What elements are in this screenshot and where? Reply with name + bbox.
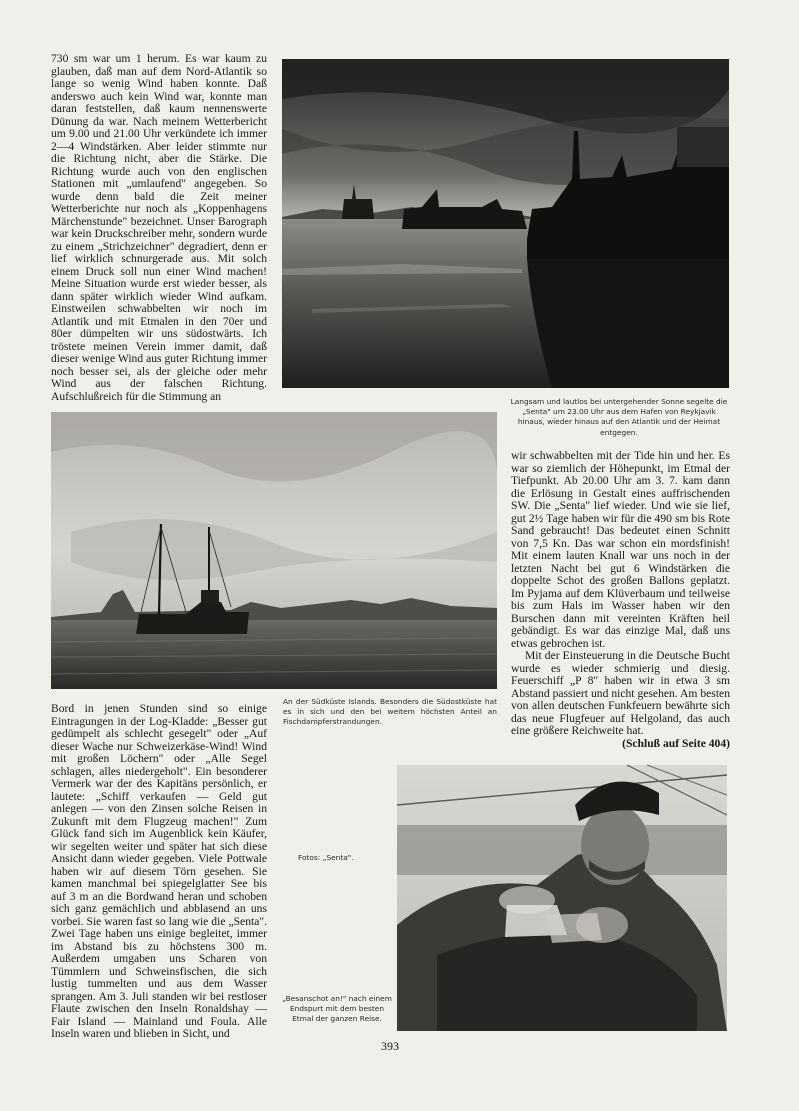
article-paragraph: wir schwabbelten mit der Tide hin und her. Es war so ziemlich der Höhepunkt, im Etmal der Tiefpunkt. Ab 20.00 Uhr am 3. 7. kam dann die Erlösung in Gestalt eines auffrischenden SW. Die „Senta" lief wieder. Und wie sie lief, gut 2½ Tage haben wir für die 490 sm bis Rote Sand gebraucht! Das bedeutet einen Schnitt von 7,5 Kn. Das war schon ein mordsfinish! Mit einem lauten Knall war uns noch in der letzten Nacht bei gut 6 Windstärken die doppelte Schot des großen Ballons geplatzt. Im Pyjama auf dem Klüverbaum und teilweise bis zum Hals im Wasser haben wir den Burschen dann mit vereinten Kräften heil gebändigt. Es war das einzige Mal, daß uns etwas gebrochen ist. (511, 449, 730, 650)
photo-credit: Fotos: „Senta". (298, 853, 354, 862)
coast-photo-image (51, 412, 497, 689)
photo-sailor-bottle (397, 765, 727, 1031)
article-column-right-mid (511, 450, 730, 750)
photo-harbor-sunset (282, 59, 729, 388)
continuation-note: (Schluß auf Seite 404) (622, 736, 730, 750)
caption-sailor: „Besanschot an!" nach einem Endspurt mit dem besten Etmal der ganzen Reise. (282, 994, 392, 1024)
caption-harbor: Langsam und lautlos bei untergehender Sonne segelte die „Senta" um 23.00 Uhr aus dem Hafen von Reykjavik hinaus, wieder hinaus auf den Atlantik und der Heimat entgegen. (510, 397, 728, 437)
article-paragraph: 730 sm war um 1 herum. Es war kaum zu glauben, daß man auf dem Nord-Atlantik so lange so wenig Wind haben konnte. Daß anderswo auch kein Wind war, konnte man daran feststellen, daß kaum nennenswerte Dünung da war. Nach meinem Wetterbericht um 9.00 und 21.00 Uhr verkündete ich immer 2—4 Windstärken. Aber leider stimmte nur die Richtung nicht, aber die Stärke. Die Richtung wurde auch von den englischen Stationen mit „umlaufend" angegeben. So wurde denn bald die Zeit meiner Wetterberichte nur noch als „Koppenhagens Märchenstunde" bezeichnet. Unser Barograph war kein Druckschreiber mehr, sondern wurde zu einem „Strichzeichner" degradiert, denn er lief wirklich schnurgerade aus. Mit solch einem Druck soll nun einer Wind machen! Meine Situation wurde erst wieder besser, als dann später wirklich wieder Wind aufkam. Einstweilen schwabbelten wir noch im Atlantik und mit Etmalen in den 70er und 80er dümpelten wir uns südostwärts. Ich tröstete meinen Verein immer damit, daß dieser wenige Wind aus guter Richtung immer noch besser sei, als der gleiche oder mehr Wind aus der falschen Richtung. Aufschlußreich für die Stimmung an (51, 52, 267, 403)
article-column-left-top (51, 53, 267, 401)
caption-coast: An der Südküste Islands. Besonders die Südostküste hat es in sich und den bei weitem höchsten Anteil an Fischdampferstrandungen. (283, 697, 497, 727)
harbor-photo-image (282, 59, 729, 388)
article-paragraph: Mit der Einsteuerung in die Deutsche Bucht wurde es wieder schmierig und diesig. Feuerschiff „P 8" haben wir in etwa 3 sm Abstand passiert und nicht gesehen. Am besten von allen deutschen Funkfeuern bewährte sich das neue Flugfeuer auf Helgoland, das auch eine größere Reichweite hat. (511, 649, 730, 737)
photo-iceland-coast (51, 412, 497, 689)
article-column-left-bottom (51, 702, 267, 1040)
page-number: 393 (381, 1039, 399, 1053)
article-paragraph: Bord in jenen Stunden sind so einige Eintragungen in der Log-Kladde: „Besser gut gedümpelt als schlecht gesegelt" oder „Auf dieser Wache nur Schweizerkäse-Wind! Wind mit großen Löchern" oder „Alle Segel schlagen, alles niedergeholt". Ein besonderer Vermerk war der des Kapitäns persönlich, er lautete: „Schiff verkaufen — Geld gut anlegen — von den Zinsen solche Reisen in Zukunft mit dem Flugzeug machen!" Zum Glück fand sich im Augenblick kein Käufer, wir segelten weiter und später hat sich diese Ansicht dann wieder gegeben. Viele Pottwale haben wir auf diesem Törn gesehen. Sie kamen manchmal bei spiegelglatter See bis auf 3 m an die Bordwand heran und schoben sich ganz gemächlich und abblasend an uns vorbei. Sie waren fast so lang wie die „Senta". Zwei Tage haben uns einige begleitet, immer im Abstand bis zu höchstens 300 m. Außerdem umgaben uns Scharen von Tümmlern und Schweinsfischen, die sich lustig tummelten und aus dem Wasser sprangen. Am 3. Juli standen wir bei restloser Flaute zwischen den Inseln Ronaldshay — Fair Island — Mainland und Foula. Alle Inseln waren und blieben in Sicht, und (51, 702, 267, 1040)
sailor-photo-image (397, 765, 727, 1031)
